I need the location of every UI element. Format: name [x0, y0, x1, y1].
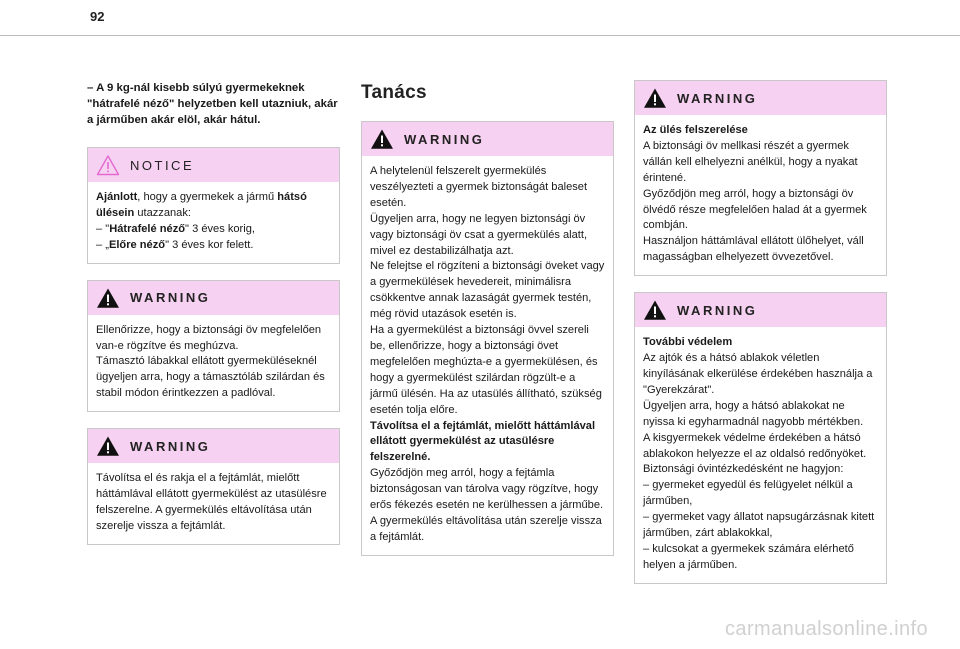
warning-header [88, 281, 339, 315]
notice-text: utazzanak: [134, 206, 191, 219]
warning-header [362, 122, 613, 156]
notice-strong: Ajánlott [96, 191, 138, 203]
notice-header [88, 148, 339, 182]
warning-paragraph: Ügyeljen arra, hogy a hátsó ablakokat ne nyissa ki egyharmadnál nagyobb mértékben. [643, 399, 864, 428]
warning-title: WARNING [677, 302, 758, 318]
warning-paragraph: Ha a gyermekülést a biztonsági övvel szereli be, ellenőrizze, hogy a biztonsági övet megfelelően meghúzta-e a gyermekülésen, és hogy a gyermekülést szilárdan rögzült-e a jármű ülésén. Ha az utasülés állítható, szükség esetén tolja előre. [370, 324, 602, 416]
notice-text: – „ [96, 238, 109, 251]
warning-subheading [370, 419, 605, 467]
warning-paragraph: Használjon háttámlával ellátott ülőhelyet, váll magasságban elhelyezett övvezetővel. [643, 235, 864, 264]
warning-paragraph: A helytelenül felszerelt gyermekülés veszélyezteti a gyermek biztonságát baleset esetén. [370, 165, 588, 209]
warning-subheading [643, 123, 878, 139]
warning-triangle-icon [96, 435, 120, 457]
warning-subheading [643, 335, 878, 351]
notice-text: , hogy a gyermekek a jármű [137, 191, 278, 203]
notice-strong: hátsó ülésein [96, 191, 307, 219]
warning-paragraph: Biztonsági óvintézkedésként ne hagyjon: [643, 463, 844, 476]
warning-triangle-icon [643, 299, 667, 321]
column-right [634, 80, 887, 600]
warning-paragraph: Ellenőrizze, hogy a biztonsági öv megfelelően van-e rögzítve és meghúzva. [96, 323, 322, 352]
warning-box-1 [87, 280, 340, 413]
warning-triangle-icon [643, 87, 667, 109]
warning-strong: További védelem [643, 336, 733, 349]
warning-body [362, 156, 613, 555]
notice-line-2 [96, 222, 331, 238]
warning-list-item: – gyermeket egyedül és felügyelet nélkül a járműben, [643, 479, 853, 508]
warning-body [88, 315, 339, 412]
warning-list-item: – gyermeket vagy állatot napsugárzásnak kitett járműben, zárt ablakokkal, [643, 511, 875, 540]
warning-title: WARNING [130, 290, 211, 306]
notice-title: NOTICE [130, 157, 195, 173]
warning-header [635, 293, 886, 327]
warning-title: WARNING [130, 438, 211, 454]
warning-paragraph: Támasztó lábakkal ellátott gyermeküléseknél ügyeljen arra, hogy a támasztóláb szilárdan és stabil módon érintkezzen a padlóval. [96, 355, 325, 400]
warning-box-2 [87, 428, 340, 545]
warning-body [635, 327, 886, 583]
notice-body [88, 182, 339, 263]
column-middle [361, 82, 614, 572]
warning-header [88, 429, 339, 463]
notice-line-1 [96, 190, 331, 222]
notice-text: " 3 éves kor felett. [165, 238, 254, 251]
notice-box [87, 147, 340, 264]
warning-box-3 [361, 121, 614, 556]
warning-header [635, 81, 886, 115]
warning-triangle-icon [370, 128, 394, 150]
warning-body [635, 115, 886, 275]
warning-strong: Az ülés felszerelése [643, 124, 748, 136]
notice-text: " 3 éves korig, [185, 222, 255, 235]
notice-text: – " [96, 222, 110, 235]
warning-paragraph: Az ajtók és a hátsó ablakok véletlen kinyílásának elkerülése érdekében használja a "Gyerekzárat". [643, 352, 873, 396]
warning-box-5 [634, 292, 887, 584]
warning-paragraph: Győződjön meg arról, hogy a biztonsági öv ölvédő része megfelelően halad át a gyermek combján. [643, 187, 867, 232]
notice-line-3 [96, 238, 331, 254]
warning-body [88, 463, 339, 544]
notice-triangle-icon [96, 154, 120, 176]
warning-triangle-icon [96, 287, 120, 309]
section-title: Tanács [361, 82, 427, 103]
warning-box-4 [634, 80, 887, 276]
notice-strong: Előre néző [108, 238, 166, 251]
warning-paragraph: Távolítsa el és rakja el a fejtámlát, mielőtt háttámlával ellátott gyermekülést az utasülésre felszerelne. A gyermekülés eltávolítása után szerelje vissza a fejtámlát. [96, 472, 327, 532]
warning-title: WARNING [677, 90, 758, 106]
watermark: carmanualsonline.info [725, 618, 928, 640]
warning-title: WARNING [404, 131, 485, 147]
warning-strong: Távolítsa el a fejtámlát, mielőtt háttámlával ellátott gyermekülést az utasülésre felszerelné. [370, 419, 596, 464]
warning-paragraph: A biztonsági öv mellkasi részét a gyermek vállán kell elhelyezni anélkül, hogy a nyakat érintené. [643, 139, 858, 184]
page-number: 92 [90, 9, 105, 24]
warning-paragraph: Ne felejtse el rögzíteni a biztonsági öveket vagy a gyermekülések hevedereit, minimálisra csökkentve annak lazaságát gyermek testén, még rövid utazások esetén is. [370, 260, 605, 321]
warning-paragraph: Ügyeljen arra, hogy ne legyen biztonsági öv vagy biztonsági öv csat a gyermekülés alatt, mivel ez destabilizálhatja azt. [370, 212, 588, 257]
warning-list-item: – kulcsokat a gyermekek számára elérhető helyen a járműben. [643, 542, 854, 571]
header-divider [0, 35, 960, 36]
column-left [87, 80, 340, 561]
intro-text: – A 9 kg-nál kisebb súlyú gyermekeknek "hátrafelé néző" helyzetben kell utazniuk, akár a járműben akár elöl, akár hátul. [87, 82, 338, 126]
notice-strong: Hátrafelé néző [109, 222, 186, 235]
warning-paragraph: Győződjön meg arról, hogy a fejtámla biztonságosan van tárolva vagy rögzítve, hogy erős fékezés esetén ne kerülhessen a járműbe. A gyermekülés eltávolítása után szerelje vissza a fejtámlát. [370, 467, 604, 543]
warning-paragraph: A kisgyermekek védelme érdekében a hátsó ablakokon helyezze el az oldalsó redőnyöket. [643, 431, 867, 460]
